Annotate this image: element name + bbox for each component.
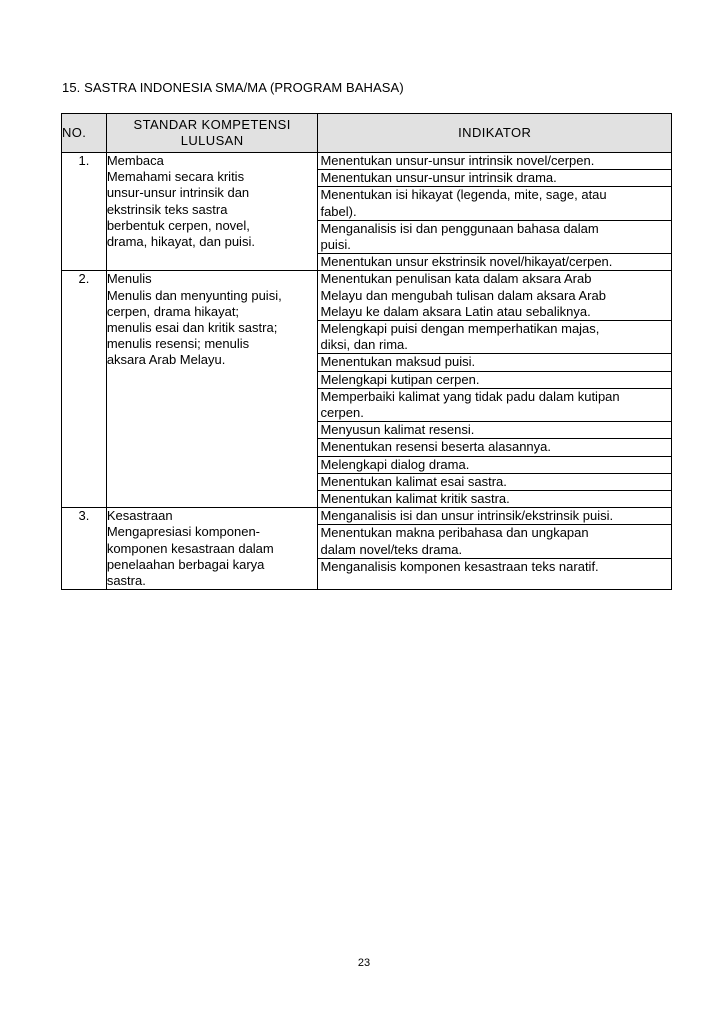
- row-number: 2.: [62, 271, 107, 508]
- indikator-item: [318, 491, 671, 507]
- indikator-cell: [318, 153, 672, 271]
- header-no: NO.: [62, 114, 107, 153]
- indikator-line: Menentukan kalimat kritik sastra.: [320, 491, 510, 507]
- standar-kompetensi-cell: [106, 271, 318, 508]
- indikator-item: [318, 153, 671, 170]
- standar-line: penelaahan berbagai karya: [106, 556, 265, 572]
- standar-line: aksara Arab Melayu.: [106, 352, 226, 368]
- indikator-item: [318, 187, 671, 220]
- standar-line: Kesastraan: [106, 508, 173, 524]
- indikator-line: Menganalisis isi dan penggunaan bahasa dalam: [320, 220, 599, 236]
- indikator-line: puisi.: [320, 237, 351, 253]
- indikator-line: Menentukan unsur-unsur intrinsik drama.: [320, 170, 557, 186]
- standar-line: berbentuk cerpen, novel,: [106, 217, 250, 233]
- indikator-item: [318, 354, 671, 371]
- indikator-item: [318, 422, 671, 439]
- indikator-line: Menentukan maksud puisi.: [320, 354, 476, 370]
- indikator-line: Menganalisis isi dan unsur intrinsik/ekstrinsik puisi.: [320, 508, 614, 524]
- table-body: [62, 153, 672, 590]
- header-standar-line: STANDAR KOMPETENSI: [133, 117, 291, 132]
- indikator-item: [318, 389, 671, 422]
- indikator-line: Melengkapi puisi dengan memperhatikan majas,: [320, 321, 600, 337]
- indikator-item: [318, 221, 671, 254]
- indikator-line: cerpen.: [320, 405, 364, 421]
- indikator-line: Menentukan resensi beserta alasannya.: [320, 439, 552, 455]
- standar-line: drama, hikayat, dan puisi.: [106, 234, 255, 250]
- standar-line: Menulis dan menyunting puisi,: [106, 287, 282, 303]
- indikator-line: fabel).: [320, 203, 357, 219]
- table-row: [62, 153, 672, 271]
- indikator-item: [318, 170, 671, 187]
- standar-line: menulis resensi; menulis: [106, 336, 250, 352]
- indikator-line: Melayu dan mengubah tulisan dalam aksara Arab: [320, 287, 606, 303]
- indikator-line: dalam novel/teks drama.: [320, 541, 463, 557]
- indikator-line: Menentukan isi hikayat (legenda, mite, sage, atau: [320, 187, 607, 203]
- header-standar-kompetensi: [106, 114, 318, 153]
- table-row: [62, 508, 672, 590]
- indikator-line: Menentukan unsur ekstrinsik novel/hikayat/cerpen.: [320, 254, 613, 270]
- indikator-item: [318, 439, 671, 456]
- indikator-line: Menyusun kalimat resensi.: [320, 422, 475, 438]
- indikator-line: Memperbaiki kalimat yang tidak padu dalam kutipan: [320, 388, 620, 404]
- standar-line: Membaca: [106, 153, 164, 168]
- standar-line: komponen kesastraan dalam: [106, 540, 274, 556]
- indikator-line: Menganalisis komponen kesastraan teks naratif.: [320, 558, 599, 574]
- indikator-item: [318, 508, 671, 525]
- indikator-line: Menentukan unsur-unsur intrinsik novel/cerpen.: [320, 153, 595, 168]
- standar-line: sastra.: [106, 573, 146, 589]
- standar-line: Menulis: [106, 271, 152, 287]
- standar-line: unsur-unsur intrinsik dan: [106, 185, 250, 201]
- standar-line: Mengapresiasi komponen-: [106, 524, 261, 540]
- indikator-item: [318, 559, 671, 575]
- indikator-item: [318, 321, 671, 354]
- standar-kompetensi-cell: [106, 508, 318, 590]
- indikator-cell: [318, 271, 672, 508]
- indikator-line: Menentukan makna peribahasa dan ungkapan: [320, 525, 589, 541]
- indikator-line: Menentukan kalimat esai sastra.: [320, 473, 507, 489]
- standar-kompetensi-cell: [106, 153, 318, 271]
- header-indikator: INDIKATOR: [318, 114, 672, 153]
- page-number: 23: [357, 957, 371, 969]
- header-standar-line: LULUSAN: [180, 133, 244, 148]
- standar-line: Memahami secara kritis: [106, 169, 245, 185]
- indikator-item: [318, 474, 671, 491]
- document-title: 15. SASTRA INDONESIA SMA/MA (PROGRAM BAHASA): [62, 80, 404, 95]
- row-number: 1.: [62, 153, 107, 271]
- indikator-cell: [318, 508, 672, 590]
- table-header-row: [62, 114, 672, 153]
- indikator-item: [318, 254, 671, 270]
- row-number: 3.: [62, 508, 107, 590]
- competency-table: [61, 113, 672, 590]
- indikator-line: diksi, dan rima.: [320, 337, 408, 353]
- standar-line: menulis esai dan kritik sastra;: [106, 320, 278, 336]
- indikator-line: Melengkapi dialog drama.: [320, 456, 470, 472]
- indikator-item: [318, 372, 671, 389]
- indikator-line: Melayu ke dalam aksara Latin atau sebaliknya.: [320, 303, 591, 319]
- indikator-line: Menentukan penulisan kata dalam aksara Arab: [320, 271, 592, 287]
- standar-line: ekstrinsik teks sastra: [106, 201, 228, 217]
- indikator-line: Melengkapi kutipan cerpen.: [320, 371, 480, 387]
- indikator-item: [318, 457, 671, 474]
- indikator-item: [318, 525, 671, 558]
- indikator-item: [318, 271, 671, 321]
- table-row: [62, 271, 672, 508]
- standar-line: cerpen, drama hikayat;: [106, 303, 240, 319]
